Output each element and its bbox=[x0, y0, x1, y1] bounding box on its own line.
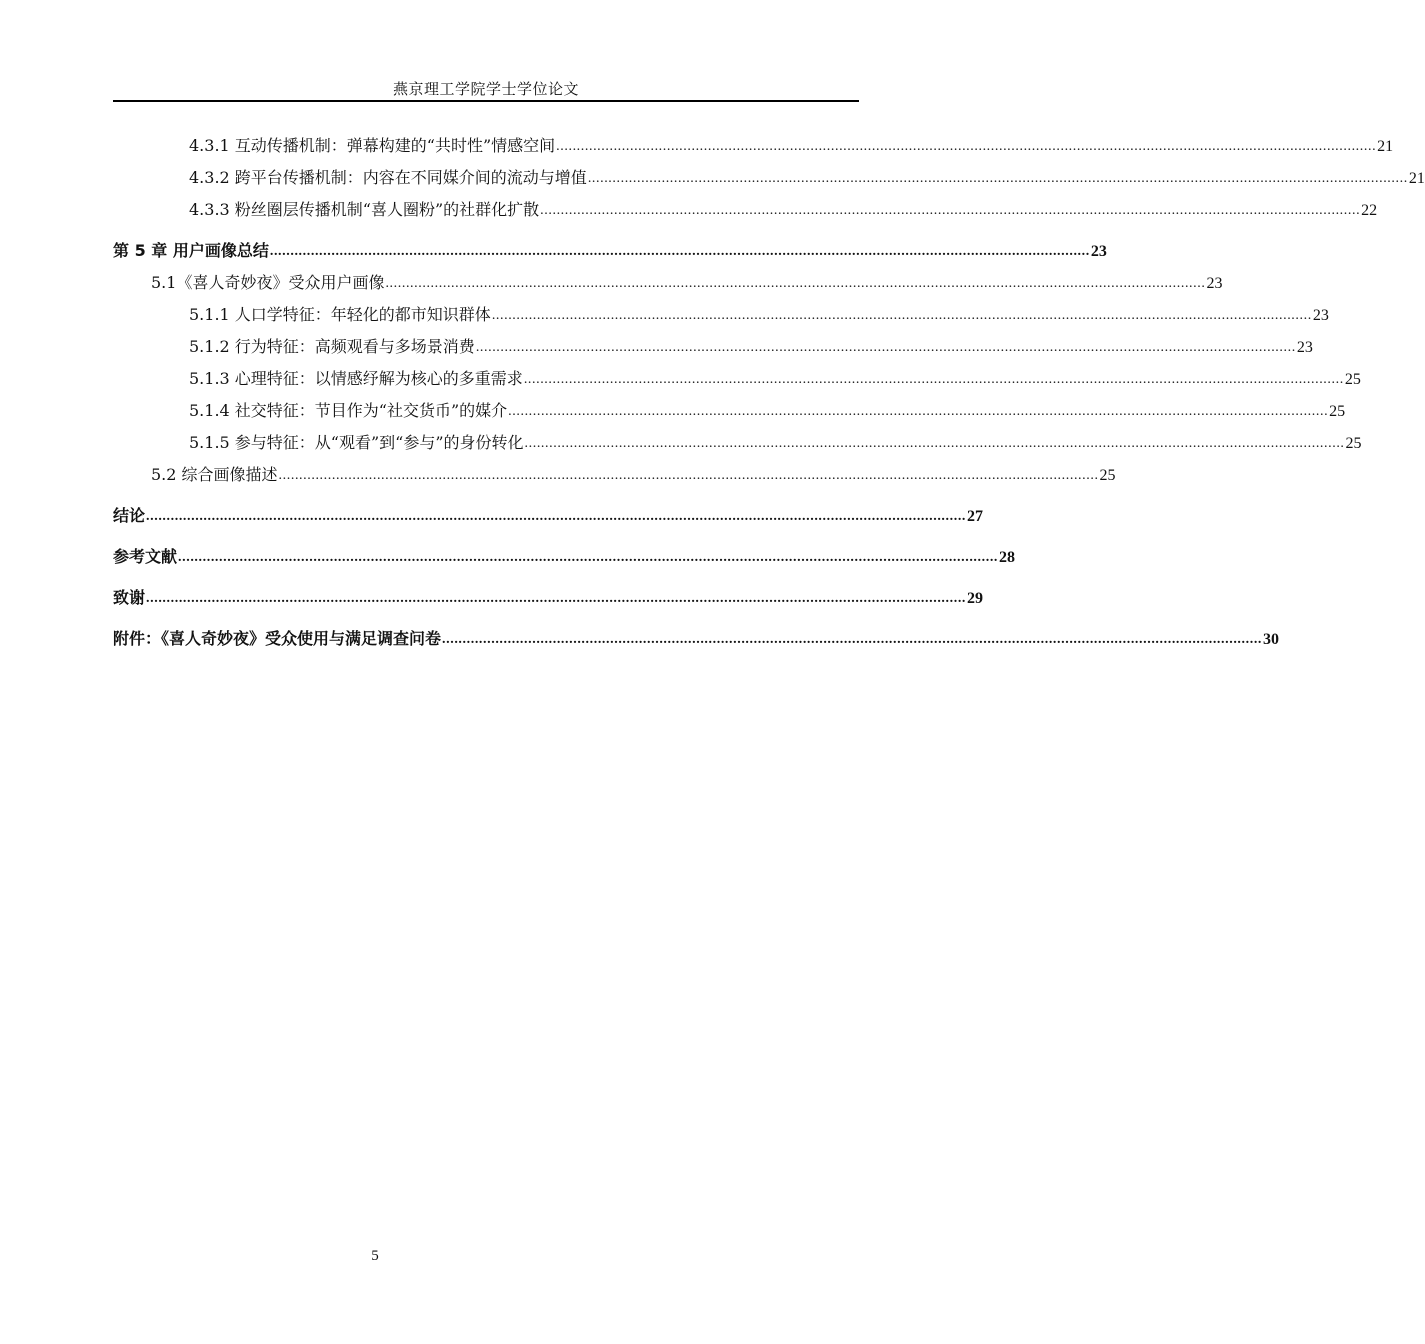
toc-entry-page: 27 bbox=[967, 508, 984, 525]
toc-entry-page: 23 bbox=[1296, 339, 1313, 356]
toc-entry-page: 25 bbox=[1344, 371, 1361, 388]
page-number: 5 bbox=[371, 1248, 379, 1264]
toc-entry-page: 25 bbox=[1099, 467, 1116, 484]
toc-entry-page: 25 bbox=[1345, 435, 1362, 452]
toc-entry-5-1-4[interactable] bbox=[113, 389, 1346, 421]
toc-entry-title: 附件：《喜人奇妙夜》受众使用与满足调查问卷 bbox=[113, 629, 442, 648]
toc-dot-leader: ........................................................................................................................................................................................................ bbox=[269, 244, 1090, 259]
toc-entry-5-1[interactable] bbox=[113, 261, 1223, 293]
toc-dot-leader: ........................................................................................................................................................................................................ bbox=[385, 276, 1206, 291]
running-header-title: 燕京理工学院学士学位论文 bbox=[392, 80, 579, 98]
toc-entry-title: 第 5 章 用户画像总结 bbox=[113, 241, 269, 260]
toc-entry-page: 21 bbox=[1377, 138, 1394, 155]
toc-entry-page: 22 bbox=[1361, 202, 1378, 219]
header-rule bbox=[113, 100, 859, 102]
toc-entry-title: 结论 bbox=[113, 506, 146, 525]
toc-dot-leader: ........................................................................................................................................................................................................ bbox=[540, 203, 1361, 218]
toc-entry-title: 4.3.2 跨平台传播机制：内容在不同媒介间的流动与增值 bbox=[189, 168, 587, 187]
toc-entry-chapter-5[interactable] bbox=[113, 220, 1107, 261]
toc-entry-title: 5.1.2 行为特征：高频观看与多场景消费 bbox=[189, 337, 475, 356]
toc-entry-title: 4.3.3 粉丝圈层传播机制“喜人圈粉”的社群化扩散 bbox=[189, 200, 540, 219]
toc-dot-leader: ........................................................................................................................................................................................................ bbox=[475, 340, 1296, 355]
toc-dot-leader: ........................................................................................................................................................................................................ bbox=[442, 632, 1263, 647]
toc-entry-conclusion[interactable] bbox=[113, 485, 984, 526]
toc-dot-leader: ........................................................................................................................................................................................................ bbox=[587, 171, 1408, 186]
toc-entry-page: 23 bbox=[1090, 243, 1107, 260]
toc-entry-title: 参考文献 bbox=[113, 547, 178, 566]
toc-dot-leader: ........................................................................................................................................................................................................ bbox=[146, 591, 967, 606]
toc-dot-leader: ........................................................................................................................................................................................................ bbox=[523, 372, 1344, 387]
toc-entry-4-3-3[interactable] bbox=[113, 188, 1378, 220]
toc-dot-leader: ........................................................................................................................................................................................................ bbox=[556, 139, 1377, 154]
toc-entry-5-2[interactable] bbox=[113, 453, 1116, 485]
table-of-contents bbox=[113, 124, 1425, 649]
toc-entry-acknowledgements[interactable] bbox=[113, 567, 984, 608]
toc-entry-4-3-2[interactable] bbox=[113, 156, 1425, 188]
toc-entry-4-3-1[interactable] bbox=[113, 124, 1394, 156]
toc-entry-page: 30 bbox=[1263, 631, 1280, 648]
toc-entry-references[interactable] bbox=[113, 526, 1016, 567]
toc-entry-page: 23 bbox=[1206, 275, 1223, 292]
toc-entry-appendix[interactable] bbox=[113, 608, 1280, 649]
toc-entry-5-1-1[interactable] bbox=[113, 293, 1329, 325]
toc-entry-page: 29 bbox=[967, 590, 984, 607]
toc-entry-page: 21 bbox=[1408, 170, 1425, 187]
toc-dot-leader: ........................................................................................................................................................................................................ bbox=[524, 436, 1345, 451]
toc-entry-title: 5.1.1 人口学特征：年轻化的都市知识群体 bbox=[189, 305, 491, 324]
toc-entry-title: 致谢 bbox=[113, 588, 146, 607]
toc-entry-page: 25 bbox=[1329, 403, 1346, 420]
toc-dot-leader: ........................................................................................................................................................................................................ bbox=[278, 468, 1099, 483]
toc-entry-title: 5.2 综合画像描述 bbox=[151, 465, 278, 484]
toc-entry-5-1-5[interactable] bbox=[113, 421, 1362, 453]
toc-entry-title: 5.1.3 心理特征：以情感纾解为核心的多重需求 bbox=[189, 369, 523, 388]
toc-entry-title: 5.1《喜人奇妙夜》受众用户画像 bbox=[151, 273, 385, 292]
toc-entry-5-1-3[interactable] bbox=[113, 357, 1361, 389]
toc-dot-leader: ........................................................................................................................................................................................................ bbox=[491, 308, 1312, 323]
toc-entry-5-1-2[interactable] bbox=[113, 325, 1313, 357]
toc-entry-page: 28 bbox=[999, 549, 1016, 566]
toc-dot-leader: ........................................................................................................................................................................................................ bbox=[508, 404, 1329, 419]
toc-entry-title: 4.3.1 互动传播机制：弹幕构建的“共时性”情感空间 bbox=[189, 136, 556, 155]
toc-entry-title: 5.1.5 参与特征：从“观看”到“参与”的身份转化 bbox=[189, 433, 524, 452]
toc-dot-leader: ........................................................................................................................................................................................................ bbox=[178, 550, 999, 565]
toc-entry-title: 5.1.4 社交特征：节目作为“社交货币”的媒介 bbox=[189, 401, 508, 420]
toc-entry-page: 23 bbox=[1312, 307, 1329, 324]
toc-dot-leader: ........................................................................................................................................................................................................ bbox=[146, 509, 967, 524]
